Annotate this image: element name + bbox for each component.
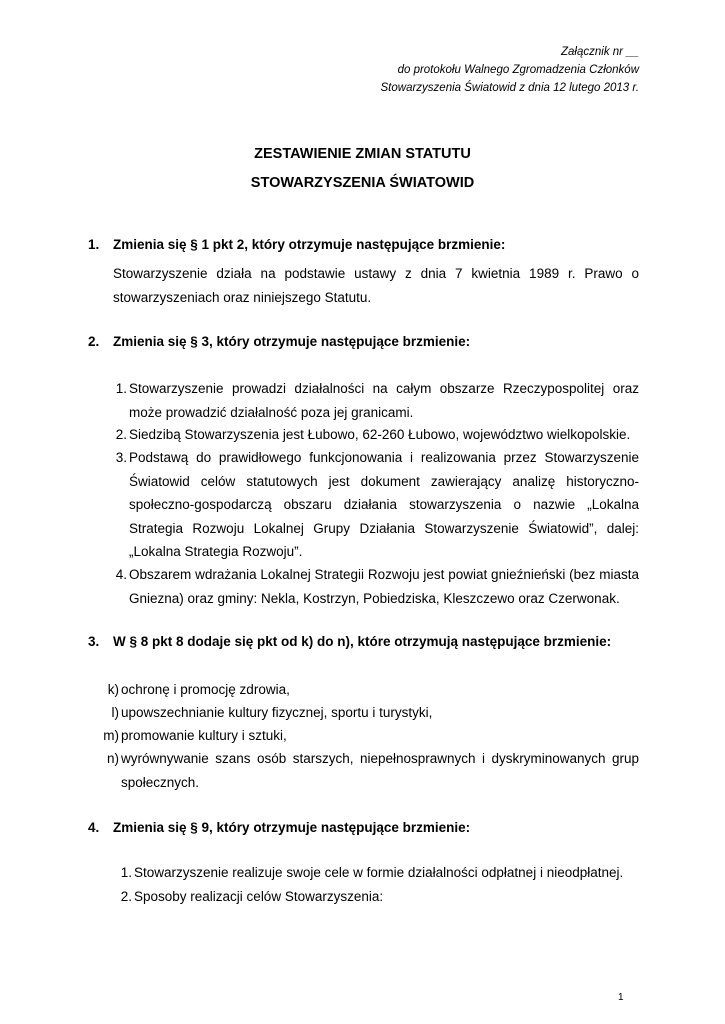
document-subtitle: STOWARZYSZENIA ŚWIATOWID bbox=[250, 175, 475, 191]
section-paragraph: Stowarzyszenie działa na podstawie ustawy z dnia 7 kwietnia 1989 r. Prawo o stowarzyszeniach oraz niniejszego Statutu. bbox=[113, 266, 639, 305]
section-number: 3. bbox=[88, 634, 100, 649]
list-item bbox=[99, 724, 639, 748]
section-number: 2. bbox=[88, 334, 100, 349]
section-heading-text: W § 8 pkt 8 dodaje się pkt od k) do n), które otrzymują następujące brzmienie: bbox=[113, 634, 612, 649]
list-item-text: upowszechnianie kultury fizycznej, sportu i turystyki, bbox=[121, 705, 433, 720]
list-marker: k) bbox=[107, 682, 119, 697]
section-heading bbox=[88, 819, 470, 837]
list-item-text: Podstawą do prawidłowego funkcjonowania i realizowania przez Stowarzyszenie Światowid celów statutowych jest dokument zawierający analizę historyczno-społeczno-gospodarczą obszaru działania stowarzyszenia o nazwie „Lokalna Strategia Rozwoju Lokalnej Grupy Działania Stowarzyszenie Światowid”, dalej: „Lokalna Strategia Rozwoju”. bbox=[129, 450, 639, 559]
list-item bbox=[99, 747, 639, 795]
attachment-note bbox=[381, 43, 639, 97]
list-marker: 2. bbox=[120, 889, 132, 904]
list-marker: l) bbox=[111, 705, 119, 720]
document-title: ZESTAWIENIE ZMIAN STATUTU bbox=[254, 146, 471, 162]
list-item bbox=[107, 377, 639, 425]
list-item bbox=[107, 423, 639, 447]
list-item-text: promowanie kultury i sztuki, bbox=[121, 728, 287, 743]
list-marker: 1. bbox=[120, 865, 132, 880]
list-item-text: Siedzibą Stowarzyszenia jest Łubowo, 62-260 Łubowo, województwo wielkopolskie. bbox=[129, 427, 631, 442]
attachment-note-line: do protokołu Walnego Zgromadzenia Członków bbox=[397, 64, 639, 76]
list-item bbox=[99, 701, 639, 725]
section-heading bbox=[88, 236, 505, 254]
section-heading bbox=[88, 333, 470, 351]
list-item bbox=[107, 563, 639, 611]
list-item-text: Obszarem wdrażania Lokalnej Strategii Rozwoju jest powiat gnieźnieński (bez miasta Gniezna) oraz gminy: Nekla, Kostrzyn, Pobiedziska, Kleszczewo oraz Czerwonak. bbox=[129, 567, 639, 606]
list-marker: 1. bbox=[115, 381, 127, 396]
attachment-note-line: Stowarzyszenia Światowid z dnia 12 lutego 2013 r. bbox=[380, 82, 639, 94]
section-number: 1. bbox=[88, 237, 100, 252]
section-heading bbox=[88, 633, 611, 651]
list-marker: 3. bbox=[115, 450, 127, 465]
attachment-note-line: Załącznik nr __ bbox=[561, 46, 639, 58]
list-item bbox=[99, 678, 639, 702]
list-item-text: Stowarzyszenie realizuje swoje cele w formie działalności odpłatnej i nieodpłatnej. bbox=[134, 865, 624, 880]
section-heading-text: Zmienia się § 1 pkt 2, który otrzymuje następujące brzmienie: bbox=[113, 237, 506, 252]
list-item bbox=[112, 861, 639, 885]
list-item-text: wyrównywanie szans osób starszych, niepełnosprawnych i dyskryminowanych grup społecznych. bbox=[121, 751, 639, 790]
page-number: 1 bbox=[618, 992, 624, 1003]
section-heading-text: Zmienia się § 9, który otrzymuje następujące brzmienie: bbox=[113, 820, 471, 835]
section-heading-text: Zmienia się § 3, który otrzymuje następujące brzmienie: bbox=[113, 334, 471, 349]
section-number: 4. bbox=[88, 820, 100, 835]
list-marker: m) bbox=[103, 728, 119, 743]
list-item-text: ochronę i promocję zdrowia, bbox=[121, 682, 290, 697]
list-item bbox=[107, 446, 639, 564]
list-item-text: Sposoby realizacji celów Stowarzyszenia: bbox=[134, 889, 384, 904]
list-marker: 2. bbox=[115, 427, 127, 442]
list-item-text: Stowarzyszenie prowadzi działalności na całym obszarze Rzeczypospolitej oraz może prowadzić działalność poza jej granicami. bbox=[129, 381, 639, 420]
list-marker: 4. bbox=[115, 567, 127, 582]
list-item bbox=[112, 885, 639, 909]
list-marker: n) bbox=[106, 751, 119, 766]
